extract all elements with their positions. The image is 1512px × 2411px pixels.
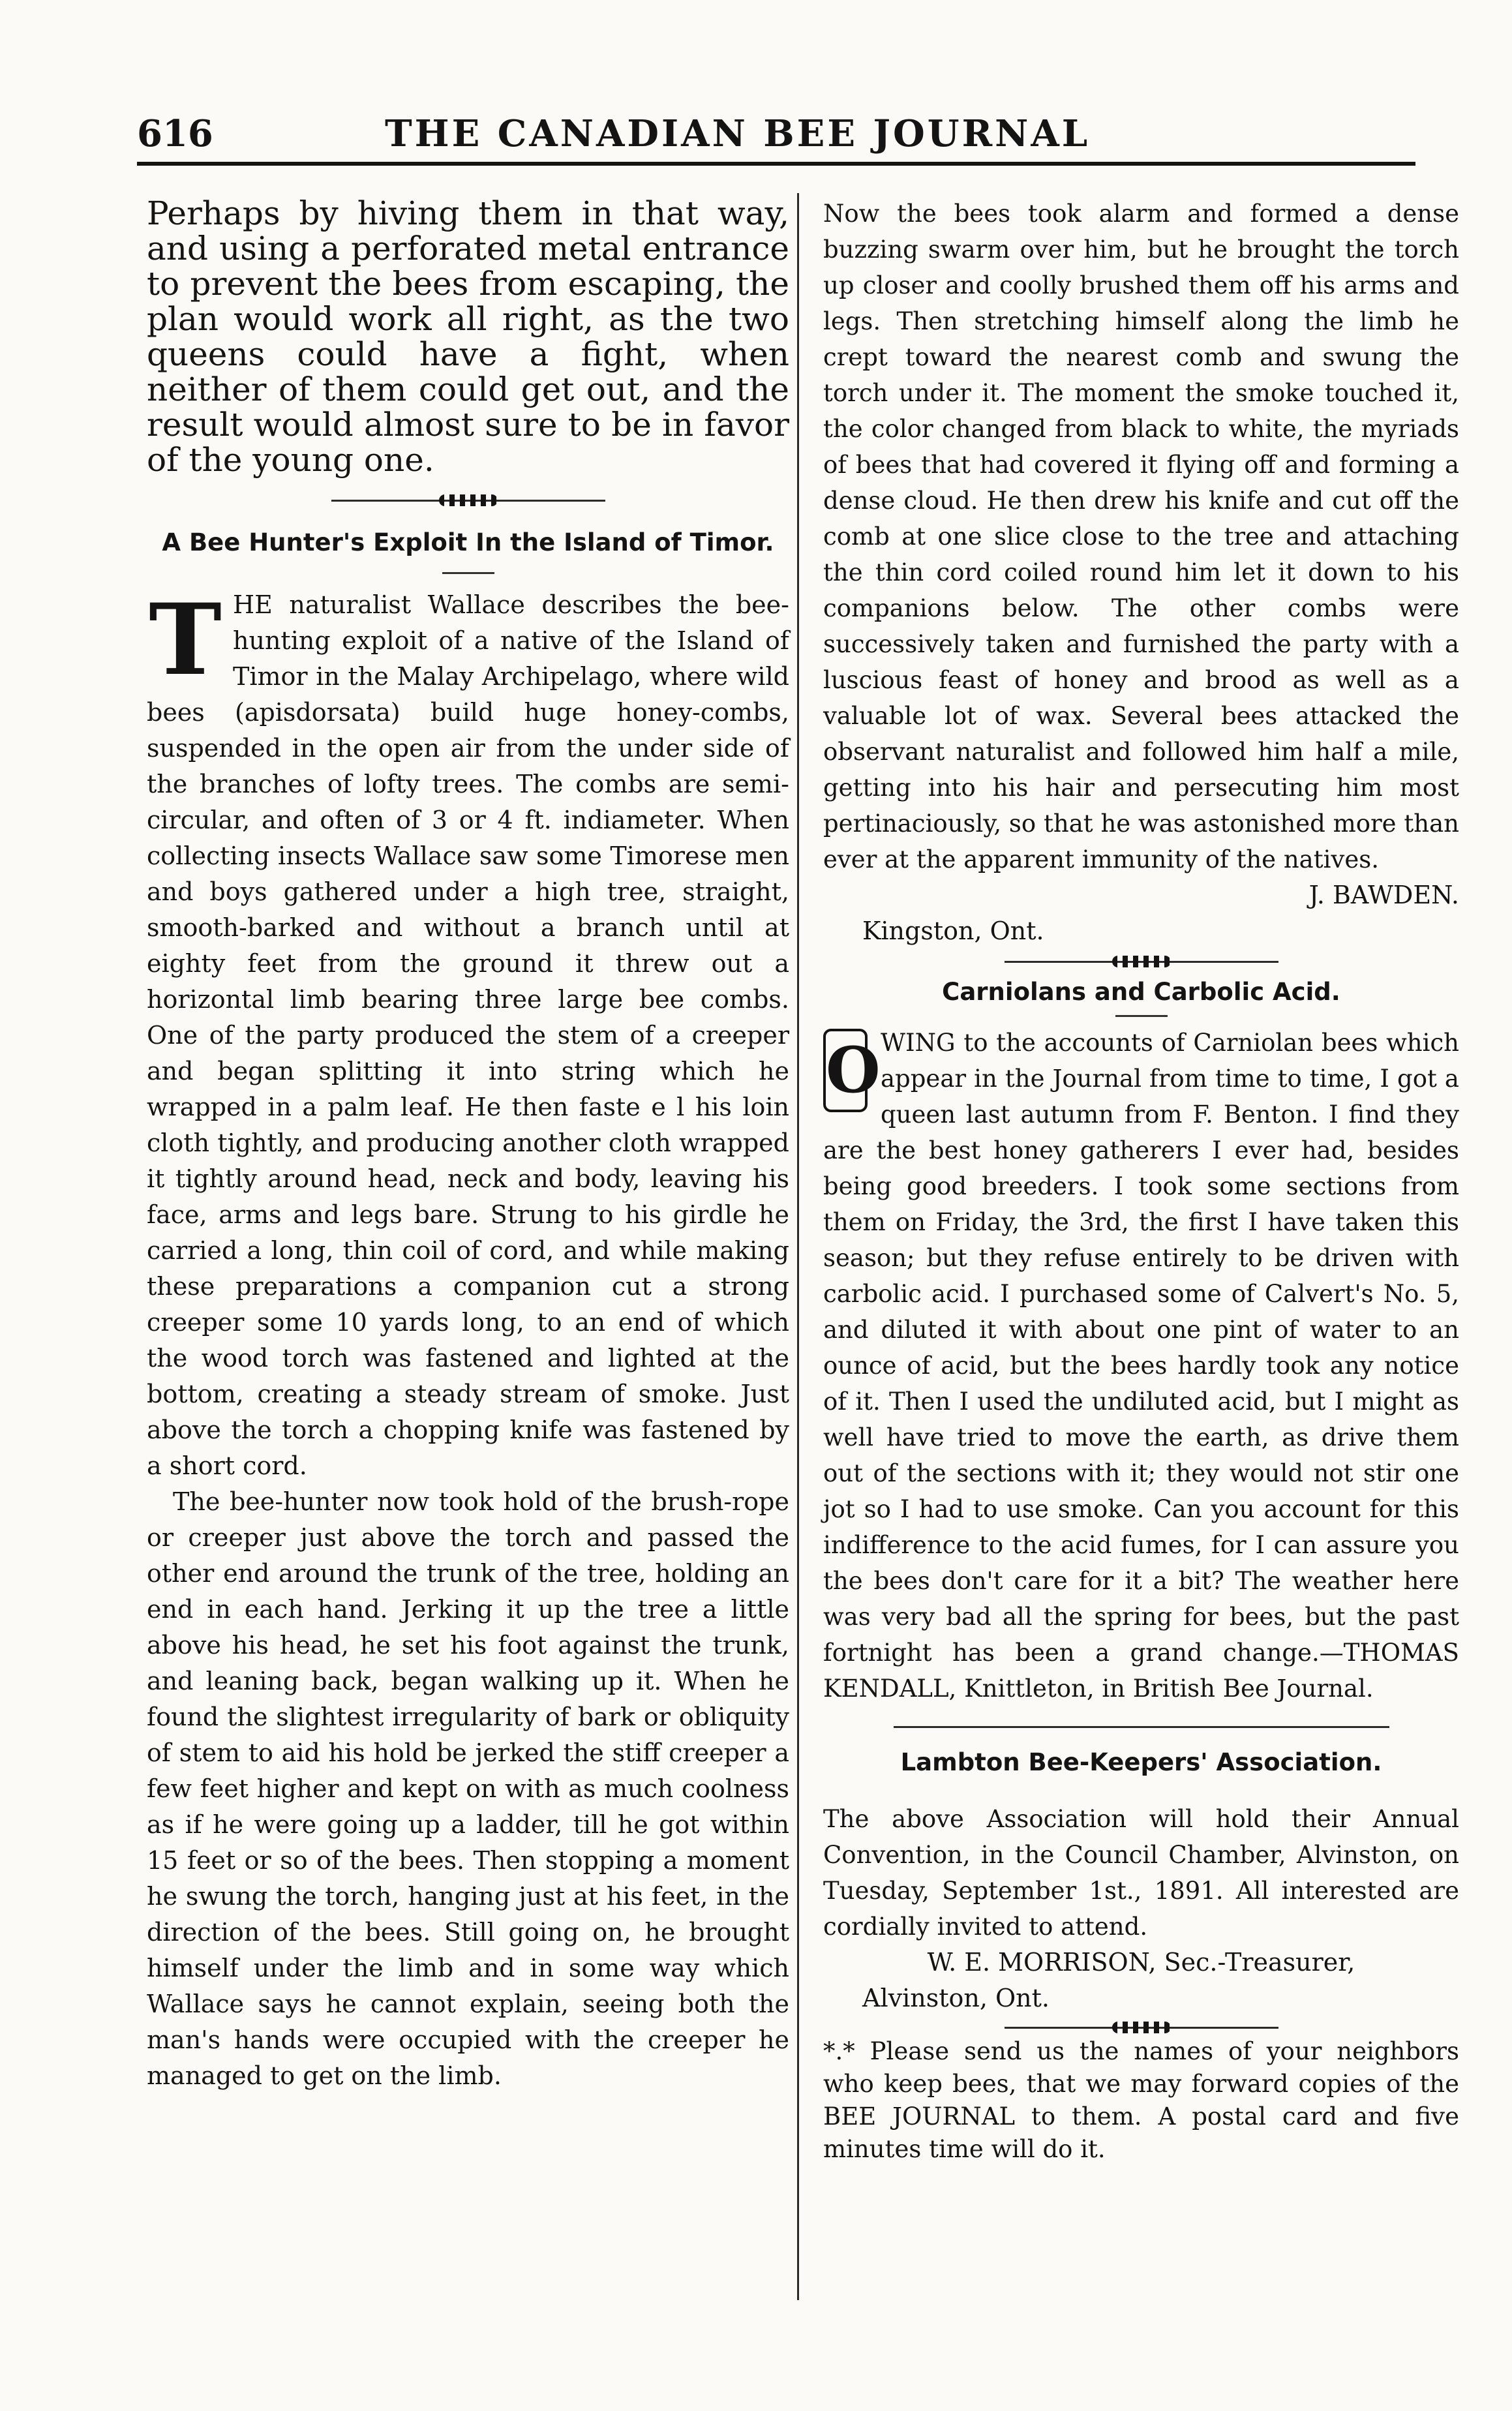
header-rule: [137, 162, 1415, 166]
signature: J. BAWDEN.: [1308, 881, 1459, 909]
continuation-paragraph: Now the bees took alarm and formed a dense buzzing swarm over him, but he brought the torch up closer and coolly brushed them off his arms and legs. Then stretching himself along the limb he crept toward the nearest comb and swung the torch under it. The moment the smoke touched it, the color changed from black to white, the myriads of bees that had covered it flying off and forming a dense cloud. He then drew his knife and cut off the comb at one slice close to the tree and attaching the thin cord coiled round him let it down to his companions below. The other combs were successively taken and furnished the party with a luscious feast of honey and brood as well as a valuable lot of wax. Several bees attacked the observant naturalist and followed him half a mile, getting into his hair and persecuting him most pertinaciously, so that he was astonished more than ever at the apparent immunity of the natives.: [823, 200, 1459, 873]
drop-cap-letter-2: O: [823, 1029, 868, 1112]
heading-dash: [442, 572, 494, 574]
lambton-heading: Lambton Bee-Keepers' Association.: [900, 1748, 1382, 1776]
drop-cap-letter: T: [149, 583, 222, 697]
association-signature: W. E. MORRISON, Sec.-Treasurer,: [927, 1948, 1355, 1977]
carniolans-paragraph: WING to the accounts of Carniolan bees which appear in the Journal from time to time, I got a queen last autumn from F. Benton. I find they are the best honey gatherers I ever had, besides being good breeders. I took some sections from them on Friday, the 3rd, the first I have taken this season; but they refuse entirely to be driven with carbolic acid. I purchased some of Calvert's No. 5, and diluted it with about one pint of water to an ounce of acid, but the bees hardly took any notice of it. Then I used the undiluted acid, but I might as well have tried to move the earth, as drive them out of the sections with it; they would not stir one jot so I had to use smoke. Can you account for this indifference to the acid fumes, for I can assure you the bees don't care for it a bit? The weather here was very bad all the spring for bees, but the past fortnight has been a grand change.—THOMAS KENDALL, Knittleton, in British Bee Journal.: [823, 1029, 1459, 1703]
opening-paragraph: Perhaps by hiving them in that way, and using a perforated metal entrance to prevent the bees from escaping, the plan would work all right, as the two queens could have a fight, when neither of them could get out, and the result would almost sure to be in favor of the young one.: [147, 194, 789, 479]
subscription-notice: *.* Please send us the names of your neighbors who keep bees, that we may forward copies of the BEE JOURNAL to them. A postal card and five minutes time will do it.: [823, 2037, 1459, 2163]
carniolans-heading: Carniolans and Carbolic Acid.: [942, 978, 1340, 1006]
association-place: Alvinston, Ont.: [862, 1984, 1050, 2012]
page-number: 616: [137, 112, 213, 155]
signature-place: Kingston, Ont.: [862, 917, 1044, 945]
journal-title: THE CANADIAN BEE JOURNAL: [385, 112, 1091, 155]
article-heading: A Bee Hunter's Exploit In the Island of Timor.: [162, 528, 774, 556]
page-header: [137, 112, 1415, 164]
carniolans-body: [823, 1025, 1459, 1706]
article-paragraph-2: The bee-hunter now took hold of the brush-rope or creeper just above the torch and passed the other end around the trunk of the tree, holding an end in each hand. Jerking it up the tree a little above his head, he set his foot against the trunk, and leaning back, began walking up it. When he found the slightest irregularity of bark or obliquity of stem to aid his hold be jerked the stiff creeper a few feet higher and kept on with as much coolness as if he were going up a ladder, till he got within 15 feet or so of the bees. Then stopping a moment he swung the torch, hanging just at his feet, in the direction of the bees. Still going on, he brought himself under the limb and in some way which Wallace says he cannot explain, seeing both the man's hands were occupied with the creeper he managed to get on the limb.: [147, 1487, 789, 2090]
left-column: [147, 196, 789, 2094]
article-body: [147, 583, 789, 2094]
section-divider-2: [1005, 961, 1278, 963]
section-divider-3: [894, 1726, 1389, 1728]
association-paragraph: The above Association will hold their Annual Convention, in the Council Chamber, Alvinston, on Tuesday, September 1st., 1891. All interested are cordially invited to attend.: [823, 1805, 1459, 1941]
section-divider: [331, 500, 605, 502]
heading-dash-2: [1115, 1015, 1168, 1017]
right-column: [823, 196, 1459, 2166]
article-paragraph-1: HE naturalist Wallace describes the bee-hunting exploit of a native of the Island of Timor in the Malay Archipelago, where wild bees (apisdorsata) build huge honey-combs, suspended in the open air from the under side of the branches of lofty trees. The combs are semi-circular, and often of 3 or 4 ft. indiameter. When collecting insects Wallace saw some Timorese men and boys gathered under a high tree, straight, smooth-barked and without a branch until at eighty feet from the ground it threw out a horizontal limb bearing three large bee combs. One of the party produced the stem of a creeper and began splitting it into string which he wrapped in a palm leaf. He then faste e l his loin cloth tightly, and producing another cloth wrapped it tightly around head, neck and body, leaving his face, arms and legs bare. Strung to his girdle he carried a long, thin coil of cord, and while making these preparations a companion cut a strong creeper some 10 yards long, to an end of which the wood torch was fastened and lighted at the bottom, creating a steady stream of smoke. Just above the torch a chopping knife was fastened by a short cord.: [147, 590, 789, 1480]
section-divider-4: [1005, 2027, 1278, 2029]
column-divider: [797, 193, 799, 2300]
